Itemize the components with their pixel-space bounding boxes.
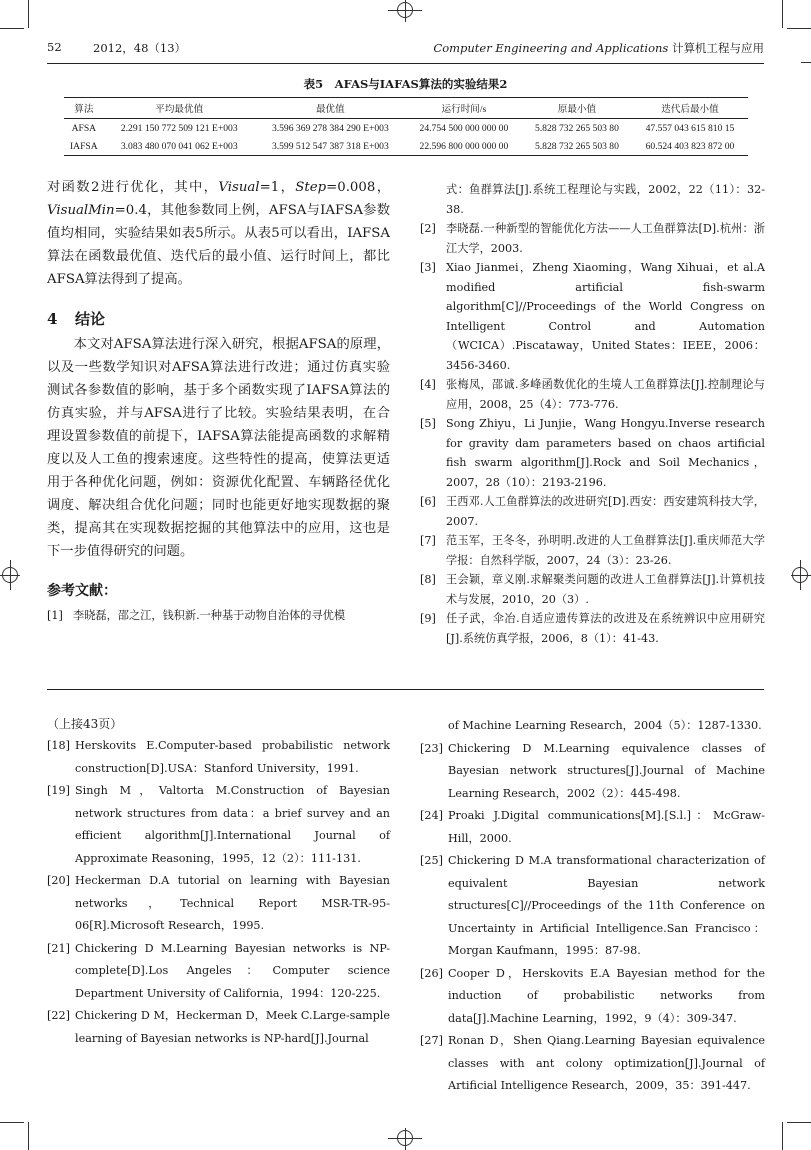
reference-item: [3] Xiao Jianmei，Zheng Xiaoming，Wang Xihuai，et al.A modified artificial fish-swarm algorithm[C]//Proceedings of the World Congress on Intelligent Control and Automation（WCICA）.Piscataway，United States：IEEE，2006：3456-3460. [420,261,765,372]
journal-name-cn: 计算机工程与应用 [672,41,764,55]
crop-mark [787,28,811,29]
column-header: 算法 [64,98,104,119]
column-header: 迭代后最小值 [632,98,748,119]
right-column-references [420,180,765,648]
reference-item: [27] Ronan D，Shen Qiang.Learning Bayesian equivalence classes with ant colony optimization[J].Journal of Artificial Intelligence Research，2009，35：391-447. [420,1034,765,1092]
header-rule [47,63,764,64]
registration-circle [792,567,808,583]
crop-mark [782,1122,783,1150]
reference-item: [24] Proaki J.Digital communications[M].[S.l.]：McGraw-Hill，2000. [420,809,765,845]
reference-item: [20] Heckerman D.A tutorial on learning with Bayesian networks，Technical Report MSR-TR-95-06[R].Microsoft Research，1995. [47,874,390,932]
crop-mark [801,62,811,63]
section-heading [47,308,390,331]
conclusion-paragraph: 本文对AFSA算法进行深入研究，根据AFSA的原理，以及一些数学知识对AFSA算法进行改进；通过仿真实验测试各参数值的影响，基于多个函数实现了IAFSA算法的仿真实验，并与AFSA进行了比较。实验结果表明，在合理设置参数值的前提下，IAFSA算法能提高函数的求解精度以及人工鱼的搜索速度。这些特性的提高，使算法更适用于各种优化问题，例如：资源优化配置、车辆路径优化调度、解决组合优化问题；同时也能更好地实现数据的聚类，提高其在实现数据挖掘的其他算法中的应用，这也是下一步值得研究的问题。 [47,337,390,559]
registration-circle [397,1130,413,1146]
registration-circle [397,2,413,18]
crop-mark [28,0,29,28]
registration-circle [2,567,18,583]
section-title: 结论 [75,309,106,328]
crop-mark [0,28,24,29]
bottom-left-references [47,713,390,1050]
results-paragraph: 对函数2进行优化，其中，Visual=1，Step=0.008，VisualMin=0.4，其他参数同上例，AFSA与IAFSA参数值均相同，实验结果如表5所示。从表5可以看出，IAFSA算法在函数最优值、迭代后的最小值、运行时间上，都比AFSA算法得到了提高。 [47,180,390,287]
crop-mark [28,1122,29,1150]
table-cell: 2.291 150 772 509 121 E+003 [120,122,238,134]
references-heading: 参考文献： [47,582,117,599]
reference-item: [22] Chickering D M，Heckerman D，Meek C.Large-sample learning of Bayesian networks is NP-hard[J].Journal [47,1009,390,1045]
reference-item: [6] 王西邓.人工鱼群算法的改进研究[D].西安：西安建筑科技大学，2007. [420,495,765,528]
table-cell: IAFSA [64,137,104,156]
section-divider [47,689,764,690]
reference-item: [4] 张梅凤，邵诚.多峰函数优化的生境人工鱼群算法[J].控制理论与应用，2008，25（4）：773-776. [420,378,765,411]
reference-item: [9] 任子武，伞冶.自适应遗传算法的改进及在系统辨识中应用研究[J].系统仿真学报，2006，8（1）：41-43. [420,612,765,645]
reference-item: [21] Chickering D M.Learning Bayesian networks is NP-complete[D].Los Angeles：Computer science Department University of California，1994：120-225. [47,941,390,1000]
running-header [47,40,764,60]
table-cell: 24.754 500 000 000 00 [419,122,509,134]
reference-item: [7] 范玉军，王冬冬，孙明明.改进的人工鱼群算法[J].重庆师范大学学报：自然科学版，2007，24（3）：23-26. [420,534,765,567]
table-cell: 3.596 369 278 384 290 E+003 [271,122,389,134]
crop-mark [787,1122,811,1123]
table-cell: AFSA [71,122,97,134]
volume-issue: 2012，48（13） [93,41,187,55]
continued-note: （上接43页） [47,717,123,731]
reference-item: [5] Song Zhiyu，Li Junjie，Wang Hongyu.Inverse research for gravity dam parameters based on chaos artificial fish swarm algorithm[J].Rock and Soil Mechanics，2007，28（10）：2193-2196. [420,417,765,489]
crop-mark [0,1122,24,1123]
reference-item: [18] Herskovits E.Computer-based probabilistic network construction[D].USA：Stanford University，1991. [47,739,390,775]
journal-name [433,40,764,56]
reference-item: 式：鱼群算法[J].系统工程理论与实践，2002，22（11）：32-38. [446,183,765,216]
left-column [47,177,390,626]
crop-mark [782,0,783,28]
table-cell: 22.596 800 000 000 00 [406,137,522,156]
table-caption: 表5 AFAS与IAFAS算法的实验结果2 [303,77,508,91]
table-row [64,119,748,138]
table-header-row [64,98,748,119]
reference-item: [26] Cooper D，Herskovits E.A Bayesian method for the induction of probabilistic networks from data[J].Machine Learning，1992，9（4）：309-347. [420,966,765,1025]
table-cell: 47.557 043 615 810 15 [645,122,735,134]
reference-item: [19] Singh M，Valtorta M.Construction of Bayesian network structures from data：a brief survey and an efficient algorithm[J].International Journal of Approximate Reasoning，1995，12（2）：111-131. [47,784,390,865]
table-row [64,137,748,156]
table-cell: 3.083 480 070 041 062 E+003 [104,137,255,156]
section-number: 4 [47,309,58,328]
reference-item: of Machine Learning Research，2004（5）：1287-1330. [448,719,762,732]
reference-item: [1] 李晓磊，邵之江，钱积新.一种基于动物自治体的寻优模 [47,609,346,623]
table-cell: 60.524 403 823 872 00 [632,137,748,156]
column-header: 原最小值 [522,98,632,119]
journal-name-en: Computer Engineering and Applications [433,41,669,55]
column-header: 平均最优值 [104,98,255,119]
column-header: 最优值 [255,98,406,119]
column-header: 运行时间/s [406,98,522,119]
reference-item: [2] 李晓磊.一种新型的智能优化方法——人工鱼群算法[D].杭州：浙江大学，2003. [420,222,765,255]
results-table [64,97,748,156]
table-cell: 3.599 512 547 387 318 E+003 [255,137,406,156]
reference-item: [23] Chickering D M.Learning equivalence classes of Bayesian network structures[J].Journal of Machine Learning Research，2002（2）：445-498. [420,741,765,800]
table-cell: 5.828 732 265 503 80 [534,122,619,134]
reference-item: [8] 王会颖，章义刚.求解聚类问题的改进人工鱼群算法[J].计算机技术与发展，2010，20（3）. [420,573,765,606]
table-cell: 5.828 732 265 503 80 [522,137,632,156]
page-number: 52 [47,40,62,54]
reference-item: [25] Chickering D M.A transformational characterization of equivalent Bayesian network structures[C]//Proceedings of the 11th Conference on Uncertainty in Artificial Intelligence.San Francisco：Morgan Kaufmann，1995：87-98. [420,854,765,957]
bottom-right-references [420,715,765,1098]
